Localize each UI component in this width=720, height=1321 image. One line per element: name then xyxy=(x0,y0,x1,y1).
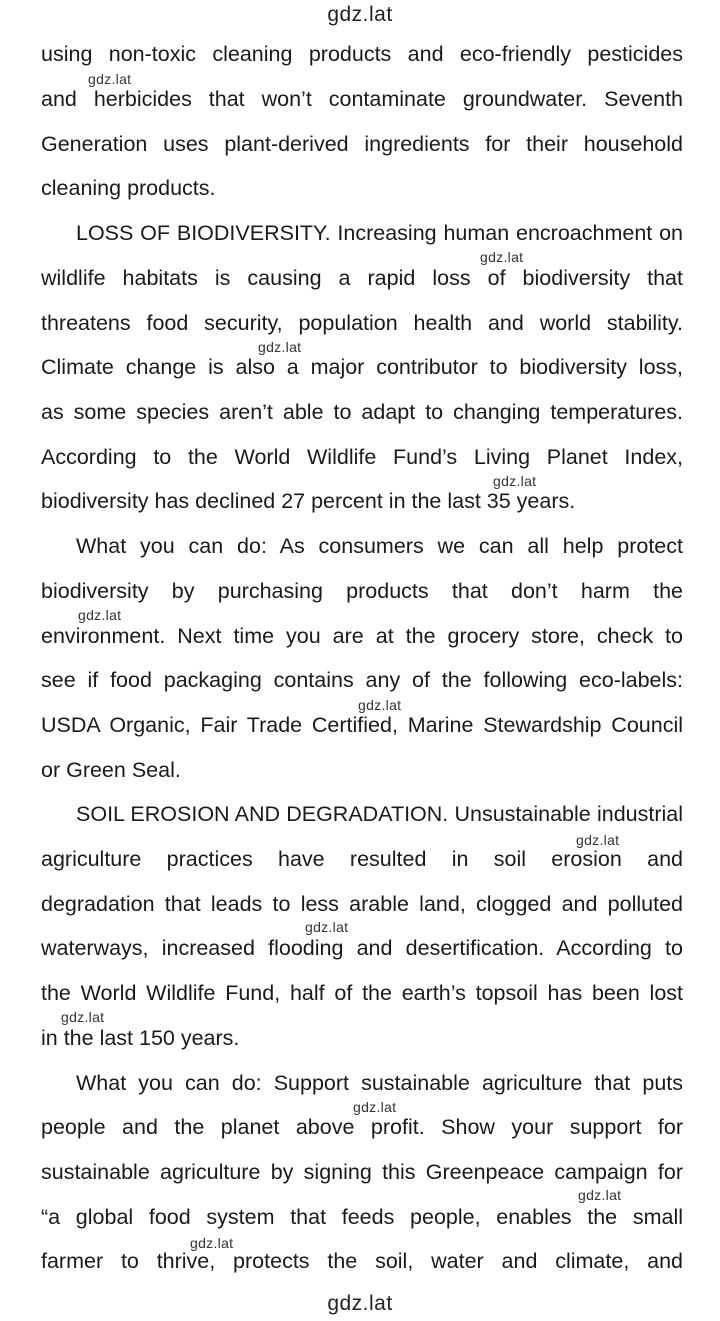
text-line: people and the planet above profit. Show your support for xyxy=(41,1115,683,1139)
text-line: cleaning products. xyxy=(41,176,216,200)
paragraph-heading-line: SOIL EROSION AND DEGRADATION. Unsustainable industrial xyxy=(76,802,683,826)
watermark: gdz.lat xyxy=(258,339,302,355)
paragraph-heading-line: LOSS OF BIODIVERSITY. Increasing human encroachment on xyxy=(76,221,683,245)
text-line: degradation that leads to less arable land, clogged and polluted xyxy=(41,892,683,916)
text-line: sustainable agriculture by signing this Greenpeace campaign for xyxy=(41,1160,683,1184)
text-line: What you can do: Support sustainable agriculture that puts xyxy=(76,1071,683,1095)
text-line: waterways, increased flooding and desertification. According to xyxy=(41,936,683,960)
footer-watermark: gdz.lat xyxy=(327,1292,393,1315)
watermark: gdz.lat xyxy=(61,1009,105,1025)
watermark: gdz.lat xyxy=(576,832,620,848)
text-line: biodiversity has declined 27 percent in the last 35 years. xyxy=(41,489,576,513)
watermark: gdz.lat xyxy=(358,697,402,713)
text-line: wildlife habitats is causing a rapid loss of biodiversity that xyxy=(41,266,683,290)
watermark: gdz.lat xyxy=(353,1099,397,1115)
watermark: gdz.lat xyxy=(493,473,537,489)
text-line: agriculture practices have resulted in soil erosion and xyxy=(41,847,683,871)
text-line: What you can do: As consumers we can all help protect xyxy=(76,534,683,558)
text-line: Climate change is also a major contributor to biodiversity loss, xyxy=(41,355,683,379)
text-line: or Green Seal. xyxy=(41,758,181,782)
text-line: biodiversity by purchasing products that don’t harm the xyxy=(41,579,683,603)
header-watermark: gdz.lat xyxy=(327,3,393,26)
text-line: According to the World Wildlife Fund’s Living Planet Index, xyxy=(41,445,683,469)
watermark: gdz.lat xyxy=(190,1235,234,1251)
text-line: in the last 150 years. xyxy=(41,1026,240,1050)
text-line: farmer to thrive, protects the soil, water and climate, and xyxy=(41,1249,683,1273)
watermark: gdz.lat xyxy=(78,607,122,623)
text-line: environment. Next time you are at the grocery store, check to xyxy=(41,624,683,648)
text-line: threatens food security, population health and world stability. xyxy=(41,311,683,335)
watermark: gdz.lat xyxy=(578,1187,622,1203)
watermark: gdz.lat xyxy=(480,249,524,265)
text-line: the World Wildlife Fund, half of the earth’s topsoil has been lost xyxy=(41,981,683,1005)
text-line: see if food packaging contains any of the following eco-labels: xyxy=(41,668,683,692)
watermark: gdz.lat xyxy=(305,919,349,935)
text-line: “a global food system that feeds people, enables the small xyxy=(41,1205,683,1229)
text-line: USDA Organic, Fair Trade Certified, Marine Stewardship Council xyxy=(41,713,683,737)
text-line: and herbicides that won’t contaminate groundwater. Seventh xyxy=(41,87,683,111)
text-line: using non-toxic cleaning products and eco-friendly pesticides xyxy=(41,42,683,66)
text-line: Generation uses plant-derived ingredients for their household xyxy=(41,132,683,156)
watermark: gdz.lat xyxy=(88,71,132,87)
text-line: as some species aren’t able to adapt to changing temperatures. xyxy=(41,400,683,424)
